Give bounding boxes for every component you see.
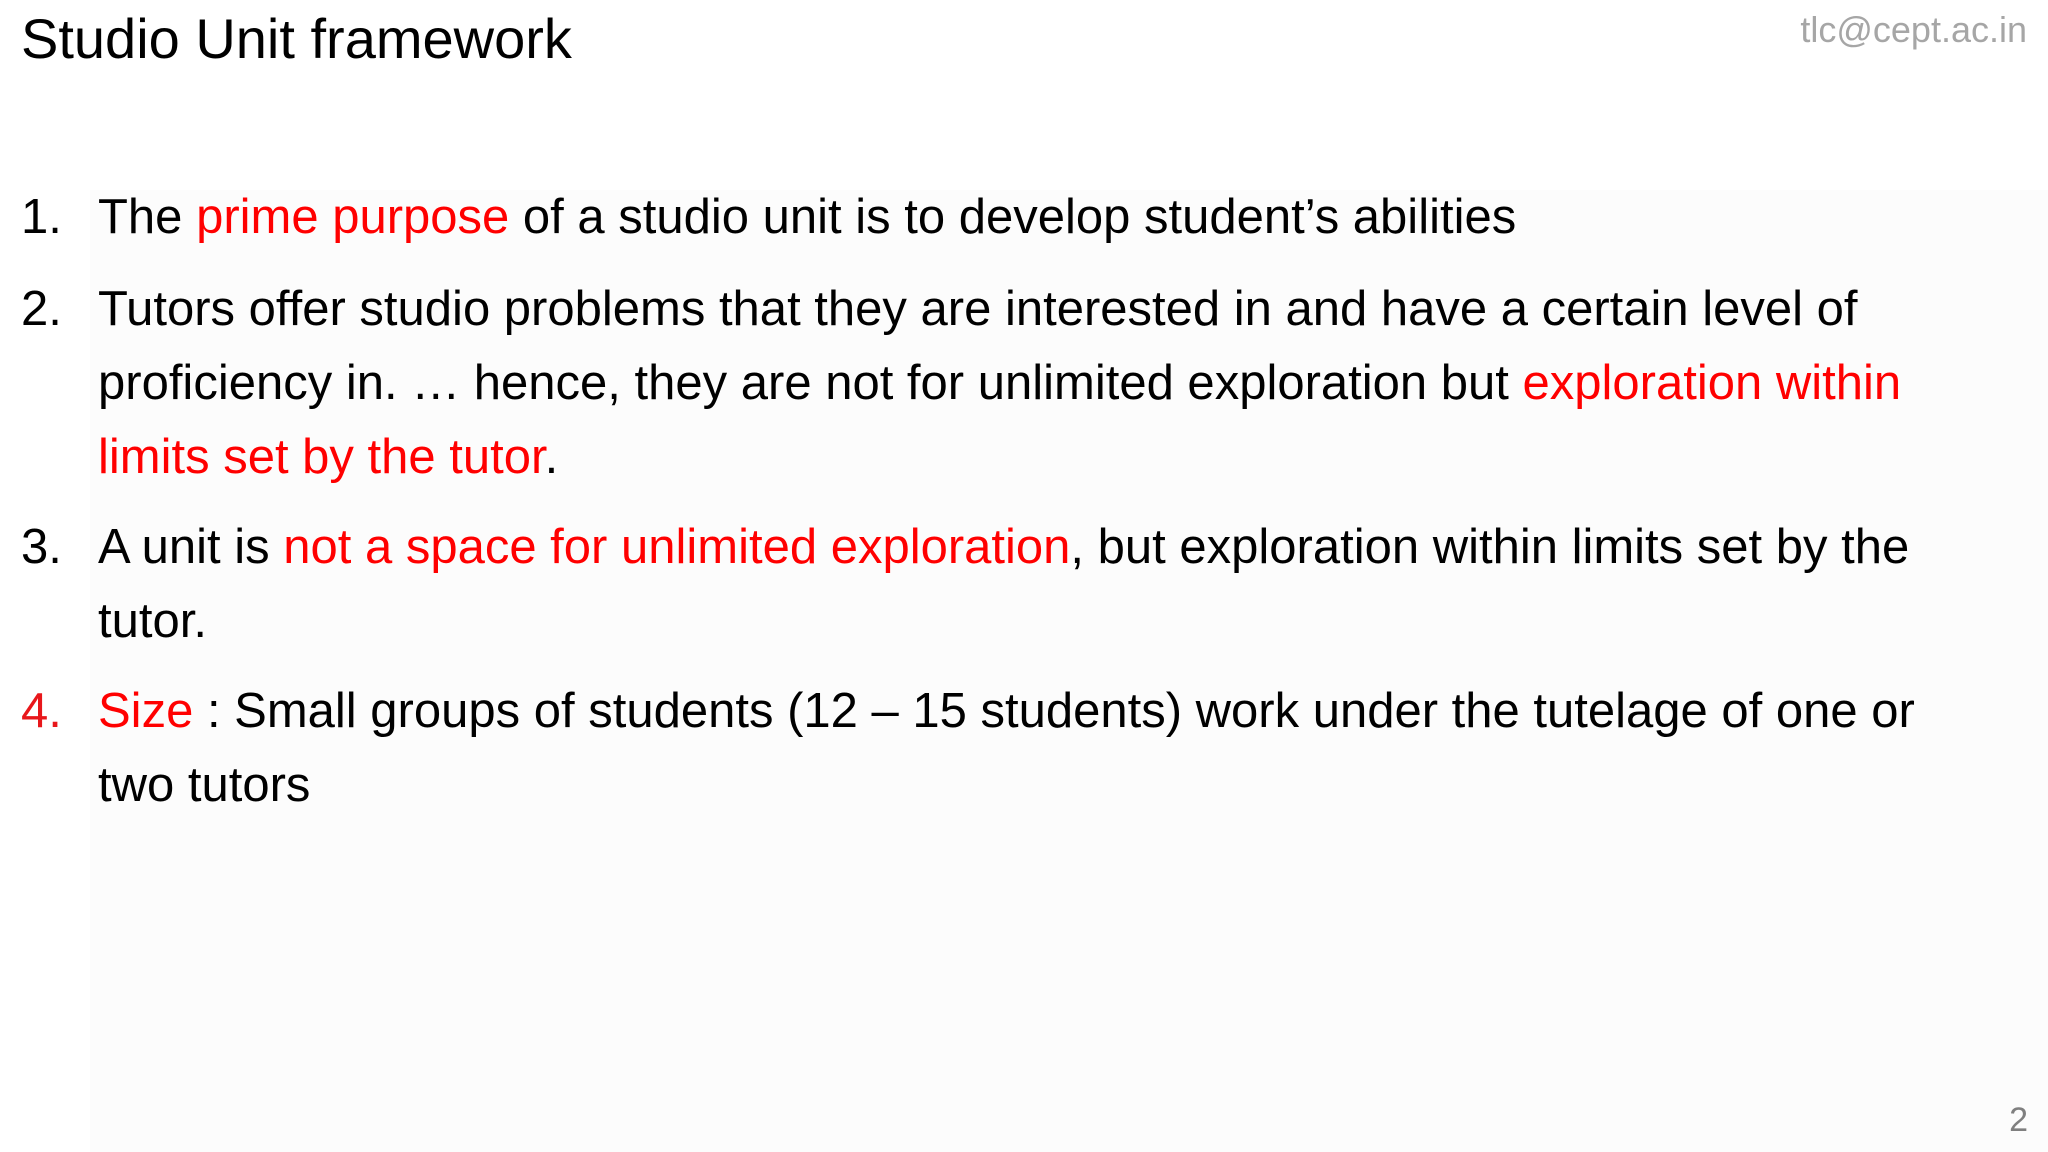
point-number: 3. bbox=[21, 520, 62, 574]
highlighted-text: not a space for unlimited exploration bbox=[283, 520, 1071, 574]
point-text bbox=[98, 748, 310, 822]
point-text bbox=[98, 180, 1516, 254]
page-number: 2 bbox=[2009, 1101, 2028, 1139]
text-run: of a studio unit is to develop student’s abilities bbox=[509, 190, 1517, 244]
slide-title: Studio Unit framework bbox=[21, 7, 572, 70]
point-number: 2. bbox=[21, 282, 62, 336]
text-run: A unit is bbox=[98, 520, 284, 574]
text-run: proficiency in. … hence, they are not for unlimited exploration but bbox=[98, 356, 1523, 410]
point-text bbox=[98, 420, 558, 494]
point-number: 4. bbox=[21, 684, 62, 738]
text-run: , but exploration within limits set by the bbox=[1070, 520, 1910, 574]
text-run: The bbox=[98, 190, 197, 244]
text-run: . bbox=[544, 430, 559, 484]
text-run: Tutors offer studio problems that they are interested in and have a certain level of bbox=[98, 282, 1858, 336]
point-text bbox=[98, 346, 1901, 420]
contact-email: tlc@cept.ac.in bbox=[1800, 9, 2027, 50]
point-number: 1. bbox=[21, 190, 62, 244]
highlighted-text: exploration within bbox=[1522, 356, 1902, 410]
text-run: : Small groups of students (12 – 15 students) work under the tutelage of one or bbox=[193, 684, 1915, 738]
point-text bbox=[98, 584, 207, 658]
highlighted-text: Size bbox=[98, 684, 194, 738]
point-text bbox=[98, 272, 1858, 346]
text-run: two tutors bbox=[98, 758, 311, 812]
highlighted-text: prime purpose bbox=[196, 190, 510, 244]
text-run: tutor. bbox=[98, 594, 207, 648]
point-text bbox=[98, 674, 1915, 748]
highlighted-text: limits set by the tutor bbox=[98, 430, 545, 484]
point-text bbox=[98, 510, 1909, 584]
